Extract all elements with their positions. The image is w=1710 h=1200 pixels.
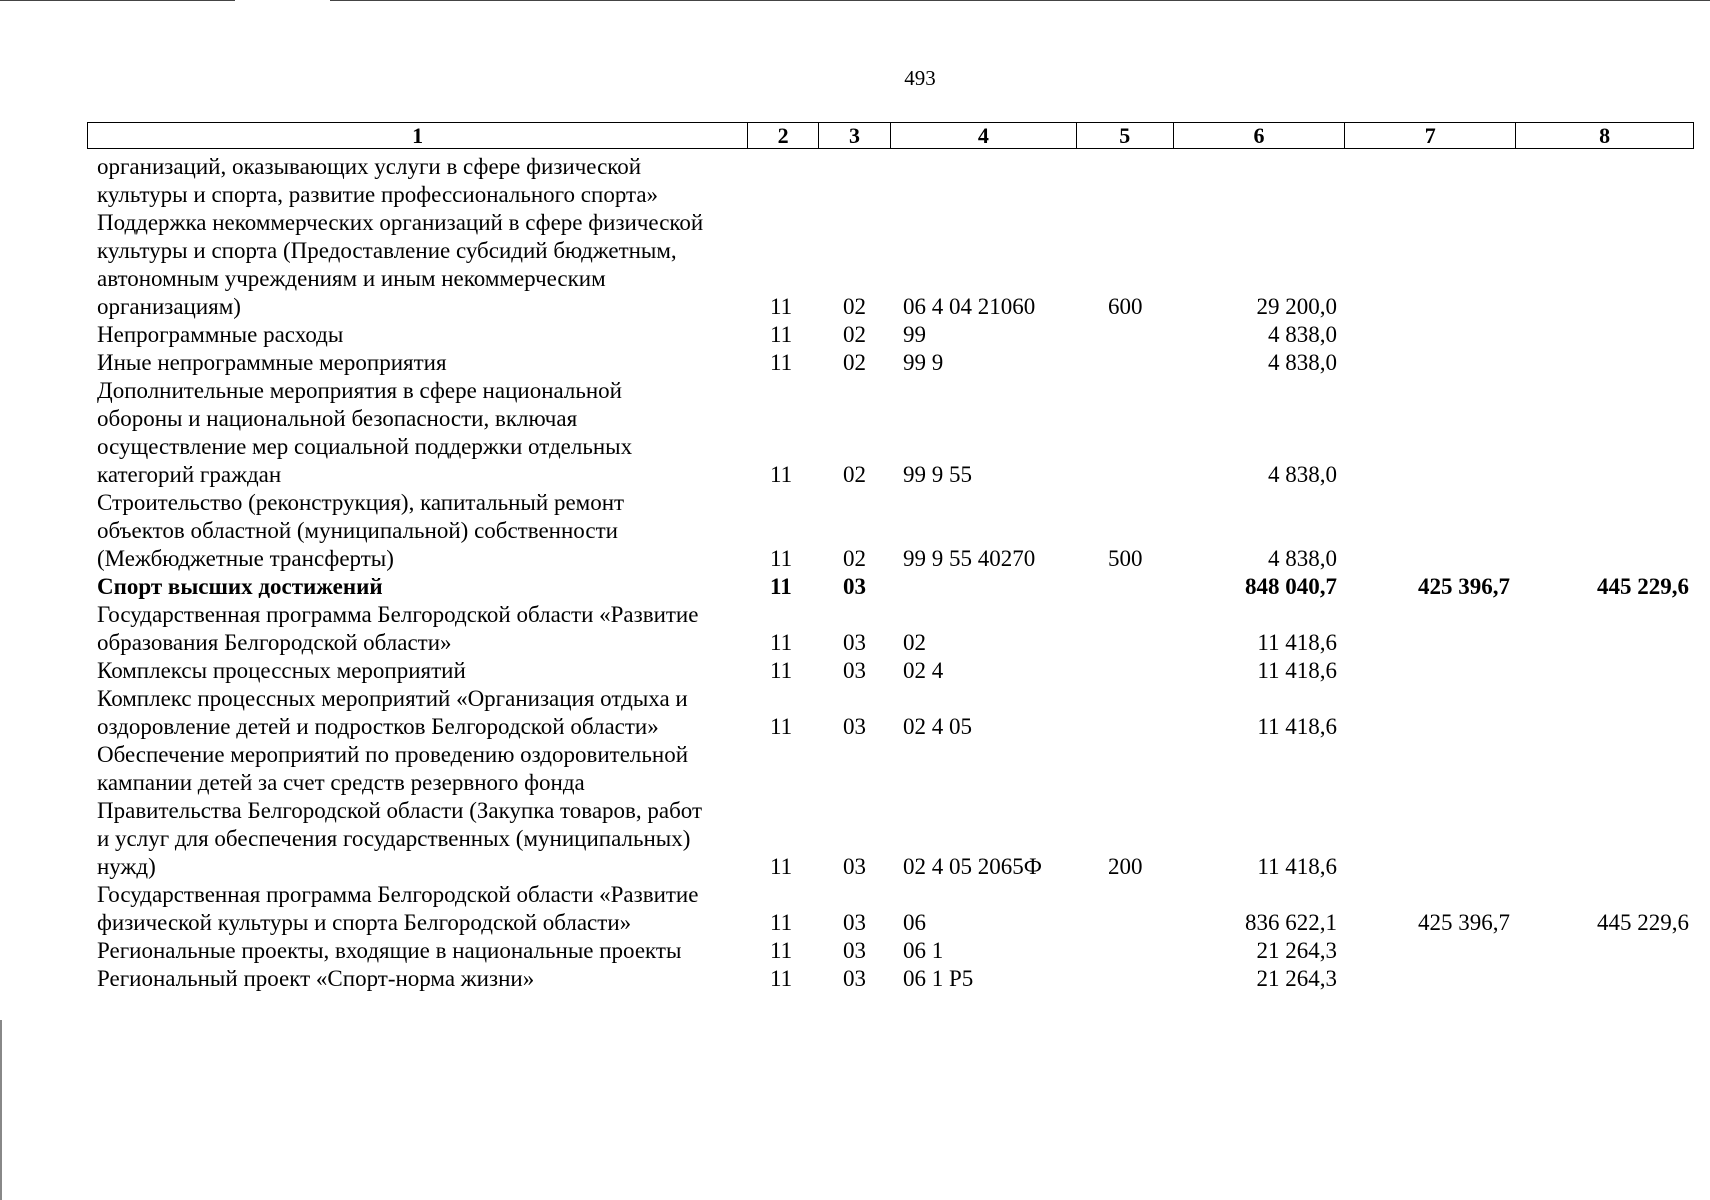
section-code: 11 bbox=[770, 462, 793, 487]
subsection-code: 03 bbox=[843, 938, 866, 963]
amount-col-6: 11 418,6 bbox=[1257, 658, 1337, 683]
amount-col-6: 11 418,6 bbox=[1257, 854, 1337, 879]
description-line: объектов областной (муниципальной) собственности bbox=[97, 518, 618, 543]
table-row bbox=[0, 489, 1710, 573]
table-row bbox=[0, 349, 1710, 377]
description-line: оздоровление детей и подростков Белгородской области» bbox=[97, 714, 659, 739]
description-line: Региональный проект «Спорт-норма жизни» bbox=[97, 966, 535, 991]
table-row bbox=[0, 965, 1710, 993]
amount-col-6: 4 838,0 bbox=[1268, 546, 1337, 571]
description-line: Поддержка некоммерческих организаций в сфере физической bbox=[97, 210, 704, 235]
target-article: 02 4 05 bbox=[903, 714, 972, 739]
subsection-code: 02 bbox=[843, 462, 866, 487]
description-line: Государственная программа Белгородской области «Развитие bbox=[97, 602, 699, 627]
subsection-code: 03 bbox=[843, 714, 866, 739]
section-code: 11 bbox=[770, 910, 793, 935]
section-code: 11 bbox=[770, 658, 793, 683]
table-row bbox=[0, 937, 1710, 965]
section-code: 11 bbox=[770, 294, 793, 319]
row-description bbox=[97, 321, 737, 349]
target-article: 02 4 05 2065Ф bbox=[903, 854, 1042, 879]
amount-col-6: 4 838,0 bbox=[1268, 462, 1337, 487]
description-line: культуры и спорта, развитие профессионального спорта» bbox=[97, 182, 659, 207]
subsection-code: 03 bbox=[843, 910, 866, 935]
row-description bbox=[97, 601, 737, 657]
description-line: Обеспечение мероприятий по проведению оздоровительной bbox=[97, 742, 689, 767]
table-row bbox=[0, 685, 1710, 741]
description-line: и услуг для обеспечения государственных (муниципальных) bbox=[97, 826, 691, 851]
description-line: Правительства Белгородской области (Закупка товаров, работ bbox=[97, 798, 703, 823]
header-col-5: 5 bbox=[1077, 123, 1174, 148]
row-description bbox=[97, 937, 737, 965]
section-code: 11 bbox=[770, 350, 793, 375]
expense-type: 600 bbox=[1108, 294, 1143, 319]
description-line: физической культуры и спорта Белгородской области» bbox=[97, 910, 632, 935]
row-description bbox=[97, 685, 737, 741]
row-description bbox=[97, 741, 737, 881]
section-code: 11 bbox=[770, 966, 793, 991]
description-line: Комплекс процессных мероприятий «Организация отдыха и bbox=[97, 686, 688, 711]
amount-col-6: 11 418,6 bbox=[1257, 630, 1337, 655]
target-article: 02 4 bbox=[903, 658, 944, 683]
subsection-code: 03 bbox=[843, 966, 866, 991]
row-description bbox=[97, 657, 737, 685]
subsection-code: 03 bbox=[843, 854, 866, 879]
section-code: 11 bbox=[770, 574, 792, 599]
row-description bbox=[97, 209, 737, 321]
row-description bbox=[97, 377, 737, 489]
subsection-code: 03 bbox=[843, 574, 866, 599]
description-line: категорий граждан bbox=[97, 462, 282, 487]
description-line: обороны и национальной безопасности, включая bbox=[97, 406, 578, 431]
header-col-4: 4 bbox=[891, 123, 1077, 148]
amount-col-8: 445 229,6 bbox=[1597, 910, 1689, 935]
header-col-7: 7 bbox=[1345, 123, 1516, 148]
description-line: Государственная программа Белгородской области «Развитие bbox=[97, 882, 699, 907]
table-row bbox=[0, 321, 1710, 349]
description-line: Комплексы процессных мероприятий bbox=[97, 658, 466, 683]
expense-type: 200 bbox=[1108, 854, 1143, 879]
description-line: Дополнительные мероприятия в сфере национальной bbox=[97, 378, 622, 403]
target-article: 99 bbox=[903, 322, 926, 347]
description-line: кампании детей за счет средств резервного фонда bbox=[97, 770, 585, 795]
header-col-6: 6 bbox=[1174, 123, 1346, 148]
target-article: 99 9 bbox=[903, 350, 944, 375]
description-line: культуры и спорта (Предоставление субсидий бюджетным, bbox=[97, 238, 677, 263]
scan-edge-line bbox=[0, 0, 235, 1]
table-body bbox=[0, 153, 1710, 993]
subsection-code: 02 bbox=[843, 322, 866, 347]
target-article: 02 bbox=[903, 630, 926, 655]
target-article: 06 1 bbox=[903, 938, 944, 963]
table-row bbox=[0, 657, 1710, 685]
amount-col-8: 445 229,6 bbox=[1597, 574, 1689, 599]
table-row bbox=[0, 209, 1710, 321]
table-row bbox=[0, 741, 1710, 881]
description-line: Региональные проекты, входящие в национальные проекты bbox=[97, 938, 682, 963]
section-code: 11 bbox=[770, 938, 793, 963]
table-header bbox=[87, 122, 1694, 149]
page-number: 493 bbox=[904, 66, 936, 90]
section-code: 11 bbox=[770, 630, 793, 655]
table-row bbox=[0, 153, 1710, 209]
target-article: 99 9 55 bbox=[903, 462, 972, 487]
description-line: Строительство (реконструкция), капитальный ремонт bbox=[97, 490, 625, 515]
description-line: осуществление мер социальной поддержки отдельных bbox=[97, 434, 633, 459]
description-line: Иные непрограммные мероприятия bbox=[97, 350, 447, 375]
expense-type: 500 bbox=[1108, 546, 1143, 571]
subsection-code: 02 bbox=[843, 546, 866, 571]
scan-edge-line bbox=[330, 0, 1710, 1]
amount-col-6: 11 418,6 bbox=[1257, 714, 1337, 739]
section-code: 11 bbox=[770, 854, 793, 879]
description-line: Непрограммные расходы bbox=[97, 322, 344, 347]
header-col-2: 2 bbox=[748, 123, 819, 148]
row-description bbox=[97, 153, 737, 209]
section-code: 11 bbox=[770, 546, 793, 571]
table-row bbox=[0, 377, 1710, 489]
header-col-8: 8 bbox=[1599, 123, 1611, 148]
row-description bbox=[97, 881, 737, 937]
amount-col-6: 29 200,0 bbox=[1256, 294, 1337, 319]
description-line: нужд) bbox=[97, 854, 156, 879]
description-line: Спорт высших достижений bbox=[97, 574, 383, 599]
table-row bbox=[0, 601, 1710, 657]
amount-col-6: 21 264,3 bbox=[1256, 938, 1337, 963]
amount-col-6: 848 040,7 bbox=[1245, 574, 1337, 599]
subsection-code: 03 bbox=[843, 630, 866, 655]
amount-col-6: 836 622,1 bbox=[1245, 910, 1337, 935]
target-article: 06 bbox=[903, 910, 926, 935]
section-code: 11 bbox=[770, 714, 793, 739]
target-article: 06 1 Р5 bbox=[903, 966, 974, 991]
description-line: образования Белгородской области» bbox=[97, 630, 452, 655]
row-description bbox=[97, 489, 737, 573]
amount-col-6: 4 838,0 bbox=[1268, 350, 1337, 375]
target-article: 99 9 55 40270 bbox=[903, 546, 1036, 571]
amount-col-7: 425 396,7 bbox=[1418, 574, 1510, 599]
section-code: 11 bbox=[770, 322, 793, 347]
table-row bbox=[0, 881, 1710, 937]
description-line: организациям) bbox=[97, 294, 241, 319]
row-description bbox=[97, 349, 737, 377]
amount-col-6: 21 264,3 bbox=[1256, 966, 1337, 991]
header-col-3: 3 bbox=[819, 123, 891, 148]
row-description bbox=[97, 573, 737, 601]
description-line: (Межбюджетные трансферты) bbox=[97, 546, 394, 571]
scan-edge-mark bbox=[0, 1020, 2, 1200]
table-row bbox=[0, 573, 1710, 601]
amount-col-6: 4 838,0 bbox=[1268, 322, 1337, 347]
description-line: автономным учреждениям и иным некоммерческим bbox=[97, 266, 606, 291]
target-article: 06 4 04 21060 bbox=[903, 294, 1036, 319]
amount-col-7: 425 396,7 bbox=[1418, 910, 1510, 935]
header-col-1: 1 bbox=[88, 123, 748, 148]
row-description bbox=[97, 965, 737, 993]
subsection-code: 02 bbox=[843, 294, 866, 319]
subsection-code: 02 bbox=[843, 350, 866, 375]
description-line: организаций, оказывающих услуги в сфере физической bbox=[97, 154, 642, 179]
subsection-code: 03 bbox=[843, 658, 866, 683]
